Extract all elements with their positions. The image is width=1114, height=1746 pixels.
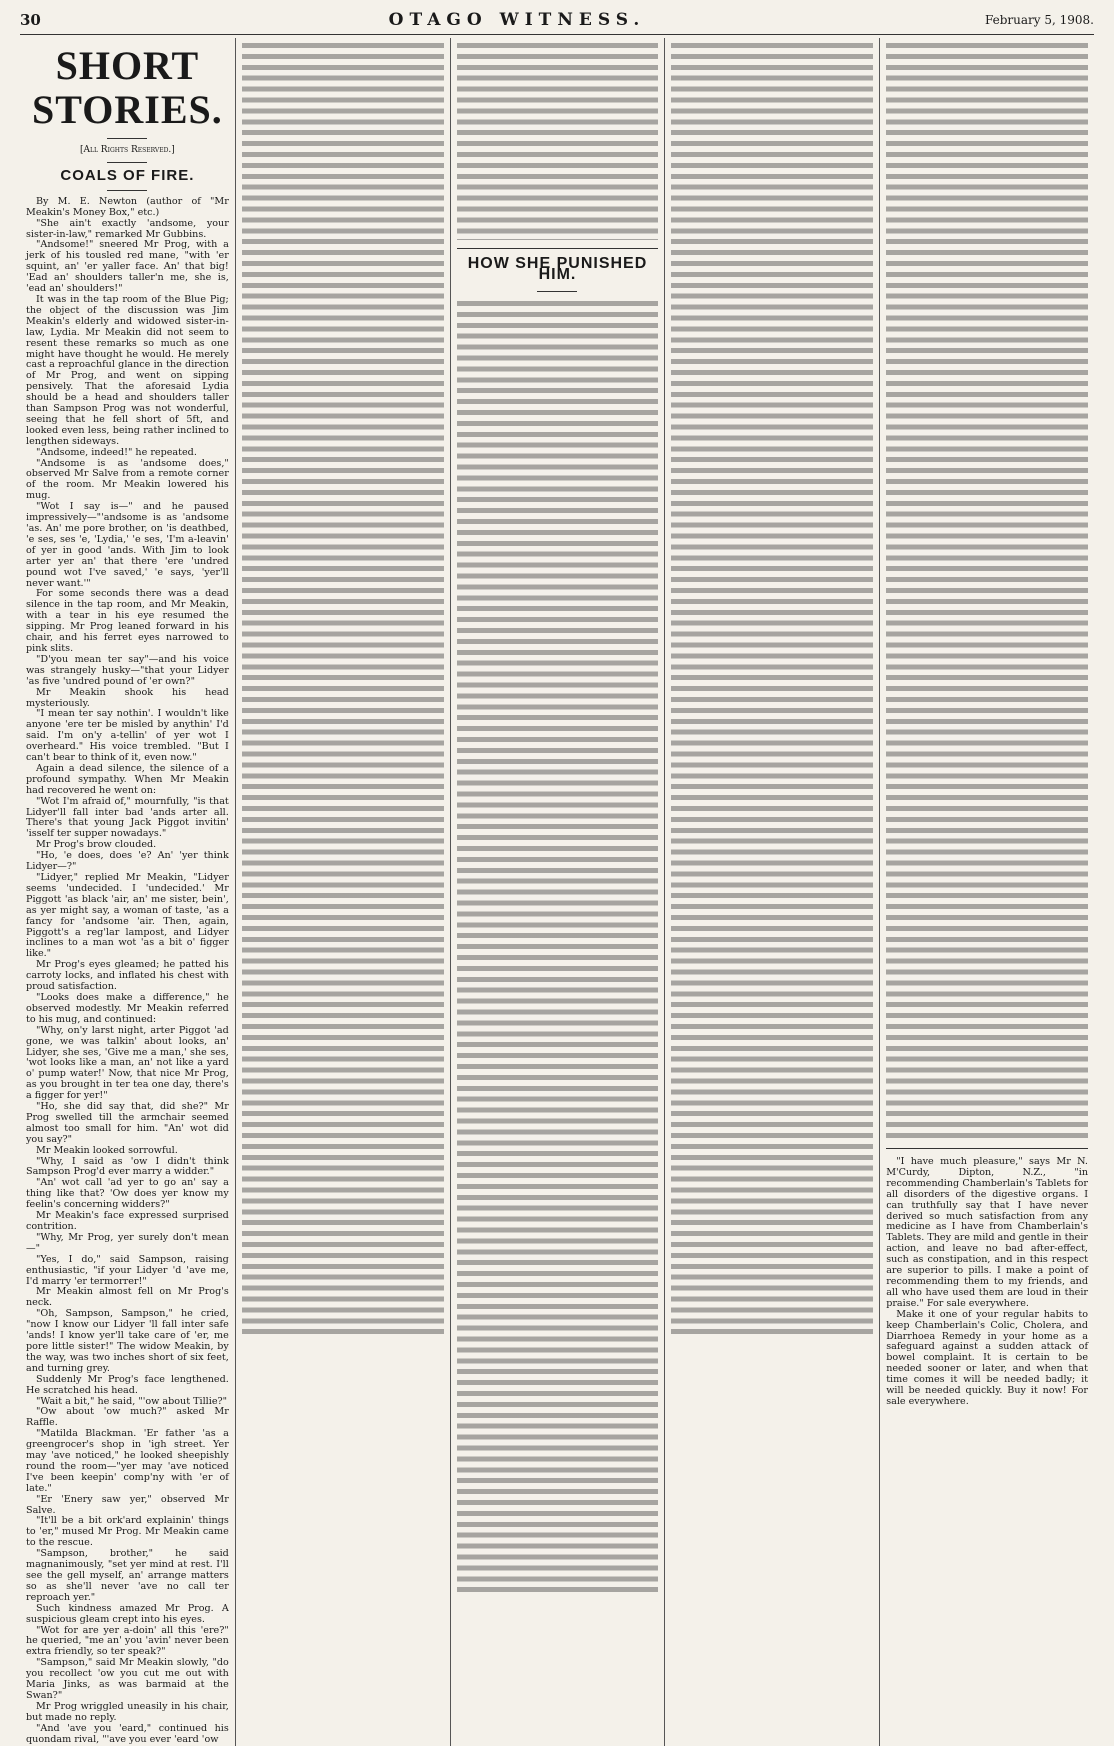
advert-text: "I have much pleasure," says Mr N. M'Curdy, Dipton, N.Z., "in recommending Chamberlain's Tablets for all disorders of the digestive organs. I can truthfully say that I have never derived so much satisfaction from any medicine as I have from Chamberlain's Tablets. They are mild and gentle in their action, and leave no bad after-effect, such as constipation, and in this respect are superior to pills. I make a point of recommending them to my friends, and all who have used them are loud in their praise." For sale everywhere.: [886, 1156, 1088, 1309]
paragraph: "Er 'Enery saw yer," observed Mr Salve.: [26, 1493, 229, 1516]
rights-notice: [All Rights Reserved.]: [79, 145, 175, 155]
byline: By M. E. Newton (author of "Mr Meakin's Money Box," etc.): [26, 195, 229, 218]
paragraph: "Ow about 'ow much?" asked Mr Raffle.: [26, 1406, 229, 1429]
paragraph: "Looks does make a difference," he observed modestly. Mr Meakin referred to his mug, and continued:: [26, 991, 229, 1025]
paragraph: "Wot I say is—" and he paused impressively—"'andsome is as 'andsome 'as. An' me pore brother, on 'is deathbed, 'e ses, ses 'e, 'Lydia,' 'e ses, 'I'm a-leavin' of yer in good 'ands. With Jim to look arter yer an' that there 'ere 'undred pound wot I've saved,' 'e says, 'yer'll never want.'": [26, 501, 229, 589]
paragraph: "It'll be a bit ork'ard explainin' things to 'er," mused Mr Prog. Mr Meakin came to the rescue.: [26, 1515, 229, 1549]
paragraph: "Ho, 'e does, does 'e? An' 'yer think Lidyer—?": [26, 850, 229, 873]
paragraph: "Andsome, indeed!" he repeated.: [36, 446, 197, 458]
divider: [537, 291, 577, 292]
column-1: [20, 38, 235, 1746]
paragraph: "An' wot call 'ad yer to go an' say a thing like that? 'Ow does yer know my feelin's concerning widders?": [26, 1177, 229, 1211]
newspaper-columns: [20, 38, 1094, 1745]
paragraph: "Matilda Blackman. 'Er father 'as a greengrocer's shop in 'igh street. Yer may 'ave noticed," he looked sheepishly round the room—"yer may 'ave noticed I've been keepin' comp'ny with 'er of late.": [26, 1428, 229, 1494]
paragraph: "D'you mean ter say"—and his voice was strangely husky—"that your Lidyer 'as five 'undred pound of 'er own?": [26, 653, 229, 687]
text-continuation: [457, 298, 659, 1598]
paragraph: "She ain't exactly 'andsome, your sister-in-law," remarked Mr Gubbins.: [26, 217, 229, 240]
paragraph: "Wot for are yer a-doin' all this 'ere?" he queried, "me an' you 'avin' never been extra friendly, so ter speak?": [26, 1624, 229, 1658]
paragraph: Suddenly Mr Prog's face lengthened. He scratched his head.: [26, 1373, 229, 1396]
story-body: [26, 219, 229, 1746]
divider: [107, 162, 147, 163]
paragraph: Mr Prog wriggled uneasily in his chair, but made no reply.: [26, 1700, 229, 1723]
paragraph: "Sampson, brother," he said magnanimously, "set yer mind at rest. I'll see the gell myself, an' arrange matters so as she'll never 'ave no call ter reproach yer.": [26, 1548, 229, 1603]
page-number: 30: [20, 11, 41, 29]
story-title-how-she-punished-him: HOW SHE PUNISHED HIM.: [467, 255, 648, 283]
issue-date: February 5, 1908.: [984, 13, 1094, 27]
paragraph: "Wait a bit," he said, "'ow about Tillie?": [36, 1395, 228, 1407]
column-2: [235, 38, 450, 1746]
paragraph: "Oh, Sampson, Sampson," he cried, "now I know our Lidyer 'll fall inter safe 'ands! I know yer'll take care of 'er, me pore little sister!" The widow Meakin, by the way, was two inches short of six feet, and turning grey.: [26, 1308, 229, 1374]
divider: [107, 190, 147, 191]
paragraph: "I mean ter say nothin'. I wouldn't like anyone 'ere ter be misled by anythin' I'd said. I'm on'y a-tellin' of yer wot I overheard." His voice trembled. "But I can't bear to think of it, even now.": [26, 708, 229, 764]
paragraph: "Andsome!" sneered Mr Prog, with a jerk of his tousled red mane, "with 'er squint, an' 'er yaller face. An' that big! 'Ead an' shoulders taller'n me, she is, 'ead an' shoulders!": [26, 239, 229, 295]
text-continuation: [671, 40, 873, 1340]
column-4: [664, 38, 879, 1746]
section-heading: SHORT STORIES.: [32, 43, 223, 132]
paragraph: Mr Meakin's face expressed surprised contrition.: [26, 1210, 229, 1232]
story-title-coals-of-fire: COALS OF FIRE.: [60, 166, 195, 184]
paragraph: "Sampson," said Mr Meakin slowly, "do you recollect 'ow you cut me out with Maria Jinks, as was barmaid at the Swan?": [26, 1657, 229, 1701]
masthead: [20, 6, 1094, 35]
paragraph: For some seconds there was a dead silence in the tap room, and Mr Meakin, with a tear in his eye resumed the sipping. Mr Prog leaned forward in his chair, and his ferret eyes narrowed to pink slits.: [26, 588, 229, 654]
paragraph: Mr Meakin looked sorrowful.: [36, 1144, 178, 1156]
paragraph: Mr Prog's eyes gleamed; he patted his carroty locks, and inflated his chest with proud satisfaction.: [26, 959, 229, 993]
paragraph: "Ho, she did say that, did she?" Mr Prog swelled till the armchair seemed almost too small for him. "An' wot did you say?": [26, 1101, 229, 1145]
paragraph: It was in the tap room of the Blue Pig; the object of the discussion was Jim Meakin's elderly and widowed sister-in-law, Lydia. Mr Meakin did not seem to resent these remarks so much as one might have thought he would. He merely cast a reproachful glance in the direction of Mr Prog, and went on sipping pensively. That the aforesaid Lydia should be a head and shoulders taller than Sampson Prog was not wonderful, seeing that he fell short of 5ft, and looked even less, being rather inclined to lengthen sideways.: [26, 293, 229, 447]
paragraph: Again a dead silence, the silence of a profound sympathy. When Mr Meakin had recovered he went on:: [26, 762, 229, 796]
advertisement: [886, 1157, 1088, 1408]
column-5: [879, 38, 1094, 1746]
newspaper-title: OTAGO WITNESS.: [388, 10, 646, 30]
text-continuation: [886, 40, 1088, 1140]
paragraph: "Andsome is as 'andsome does," observed Mr Salve from a remote corner of the room. Mr Meakin lowered his mug.: [26, 457, 229, 502]
paragraph: "Why, on'y larst night, arter Piggot 'ad gone, we was talkin' about looks, an' Lidyer, she ses, 'Give me a man,' she ses, 'wot looks like a man, an' not like a yard o' pump water!' Now, that nice Mr Prog, as you brought in ter tea one day, there's a figger for yer!": [26, 1024, 229, 1102]
paragraph: Mr Prog's brow clouded.: [36, 839, 157, 851]
paragraph: "Why, I said as 'ow I didn't think Sampson Prog'd ever marry a widder.": [26, 1155, 229, 1178]
paragraph: Mr Meakin almost fell on Mr Prog's neck.: [26, 1286, 229, 1309]
text-continuation: [457, 40, 659, 240]
advert-text: Make it one of your regular habits to keep Chamberlain's Colic, Cholera, and Diarrhoea Remedy in your home as a safeguard against a sudden attack of bowel complaint. It is certain to be needed sooner or later, and when that time comes it will be needed badly; it will be needed quickly. Buy it now! For sale everywhere.: [886, 1308, 1088, 1407]
paragraph: "Yes, I do," said Sampson, raising enthusiastic, "if your Lidyer 'd 'ave me, I'd marry 'er termorrer!": [26, 1253, 229, 1287]
divider: [107, 138, 147, 139]
paragraph: "Lidyer," replied Mr Meakin, "Lidyer seems 'undecided. I 'undecided.' Mr Piggott 'as black 'air, an' me sister, bein', as yer might say, a woman of taste, 'as a fancy for 'andsome 'air. Then, again, Piggott's a reg'lar lampost, and Lidyer inclines to a man wot 'as a bit o' figger like.": [26, 872, 229, 960]
column-3: [450, 38, 665, 1746]
paragraph: Such kindness amazed Mr Prog. A suspicious gleam crept into his eyes.: [26, 1602, 229, 1625]
paragraph: "Wot I'm afraid of," mournfully, "is that Lidyer'll fall inter bad 'ands arter all. There's that young Jack Piggot invitin' 'isself ter supper nowadays.": [26, 795, 229, 840]
divider: [457, 248, 659, 249]
paragraph: "Why, Mr Prog, yer surely don't mean—": [26, 1231, 229, 1254]
paragraph: "And 'ave you 'eard," continued his quondam rival, "'ave you ever 'eard 'ow: [26, 1722, 229, 1745]
divider: [886, 1148, 1088, 1149]
paragraph: Mr Meakin shook his head mysteriously.: [26, 686, 229, 709]
text-continuation: [242, 40, 444, 1340]
